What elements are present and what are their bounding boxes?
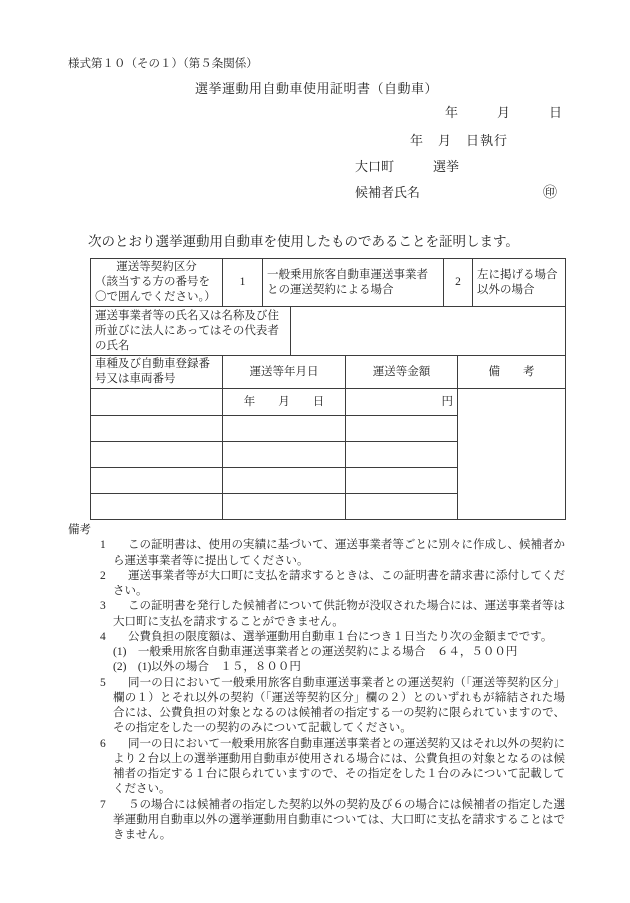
candidate-name-label: 候補者氏名 — [355, 185, 421, 200]
contract-option2-number-cell: 2 — [444, 259, 473, 307]
municipality-line: 大口町 選挙 — [355, 159, 460, 174]
note-text: 同一の日において一般乗用旅客自動車運送事業者との運送契約（「運送等契約区分」欄の１）とそれ以外の契約（「運送等契約区分」欄の２）とのいずれもが締結された場合には、公費負担の対象となるのは候補者の指定する一の契約に限られていますので、その指定をした一の契約のみについて記載してください。 — [113, 676, 565, 735]
issue-date-line: 年 月 日 — [444, 105, 562, 120]
amount-unit-cell: 円 — [346, 389, 458, 416]
note-text: 運送事業者等が大口町に支払を請求するときは、この証明書を請求書に添付してください。 — [113, 569, 565, 597]
contract-type-label-line2: （該当する方の番号を — [95, 276, 210, 288]
date-unit-cell: 年 月 日 — [223, 389, 346, 416]
date-entry-cell — [223, 494, 346, 520]
date-header-cell: 運送等年月日 — [223, 356, 346, 389]
vehicle-entry-cell — [91, 468, 223, 494]
note-item-7 — [68, 798, 565, 844]
contract-option1-text-cell: 一般乗用旅客自動車運送事業者との運送契約による場合 — [263, 259, 444, 307]
vehicle-entry-cell — [91, 442, 223, 468]
contract-type-label-line3: 〇で囲んでください。） — [95, 291, 216, 303]
contract-type-label-line1: 運送等契約区分 — [116, 261, 197, 273]
note-subitem-2: (2) (1)以外の場合 １５，８００円 — [113, 661, 301, 674]
note-item-6 — [68, 737, 565, 798]
note-item-1 — [68, 538, 565, 569]
vehicle-entry-cell — [91, 389, 223, 416]
note-number: 3 — [100, 600, 106, 613]
date-entry-cell — [223, 442, 346, 468]
note-number: 7 — [100, 798, 106, 811]
notes-heading: 備考 — [68, 524, 91, 536]
note-subitem-1: (1) 一般乗用旅客自動車運送事業者との運送契約による場合 ６４，５００円 — [113, 646, 518, 658]
note-text: ５の場合には候補者の指定した契約以外の契約及び６の場合には候補者の指定した選挙運動用自動車以外の選挙運動用自動車については、大口町に支払を請求することはできません。 — [113, 798, 565, 841]
certification-sentence: 次のとおり選挙運動用自動車を使用したものであることを証明します。 — [88, 234, 519, 249]
amount-entry-cell — [346, 442, 458, 468]
date-entry-cell — [223, 416, 346, 442]
note-item-3 — [68, 599, 565, 630]
note-item-4 — [68, 630, 565, 645]
note-number: 4 — [100, 630, 106, 643]
amount-entry-cell — [346, 468, 458, 494]
candidate-name-row — [68, 185, 565, 201]
note-number: 6 — [100, 737, 106, 750]
note-item-5 — [68, 676, 565, 737]
form-number: 様式第１０（その１）（第５条関係） — [68, 58, 258, 70]
vehicle-entry-cell — [91, 416, 223, 442]
note-number: 2 — [100, 569, 106, 582]
contract-type-label-cell — [91, 259, 223, 307]
note-number: 5 — [100, 676, 106, 689]
election-date-line: 年 月 日執行 — [409, 133, 508, 148]
amount-header-cell: 運送等金額 — [346, 356, 458, 389]
operator-name-label-cell: 運送事業者等の氏名又は名称及び住所並びに法人にあってはその代表者の氏名 — [91, 307, 291, 356]
contract-option2-text-cell: 左に掲げる場合以外の場合 — [473, 259, 566, 307]
note-text: この証明書を発行した候補者について供託物が没収された場合には、運送事業者等は大口町に支払を請求することができません。 — [113, 600, 565, 628]
remarks-value-cell — [458, 389, 566, 520]
amount-entry-cell — [346, 416, 458, 442]
usage-table — [90, 258, 566, 520]
notes-section — [68, 523, 565, 843]
note-text: 公費負担の限度額は、選挙運動用自動車１台につき１日当たり次の金額までです。 — [128, 630, 553, 643]
seal-mark-icon: ㊞ — [543, 186, 557, 201]
vehicle-header-cell: 車種及び自動車登録番号又は車両番号 — [91, 356, 223, 389]
page-title: 選挙運動用自動車使用証明書（自動車） — [194, 81, 438, 96]
amount-entry-cell — [346, 494, 458, 520]
date-entry-cell — [223, 468, 346, 494]
contract-option1-number-cell: 1 — [223, 259, 263, 307]
note-number: 1 — [100, 539, 106, 552]
note-text: この証明書は、使用の実績に基づいて、運送事業者等ごとに別々に作成し、候補者から運送事業者等に提出してください。 — [113, 539, 565, 567]
note-item-2 — [68, 569, 565, 600]
remarks-header-cell: 備 考 — [458, 356, 566, 389]
vehicle-entry-cell — [91, 494, 223, 520]
operator-name-value-cell — [291, 307, 566, 356]
note-text: 同一の日において一般乗用旅客自動車運送事業者との運送契約又はそれ以外の契約により２台以上の選挙運動用自動車が使用される場合には、公費負担の対象となるのは候補者の指定する１台に限られていますので、その指定をした１台のみについて記載してください。 — [113, 737, 565, 796]
